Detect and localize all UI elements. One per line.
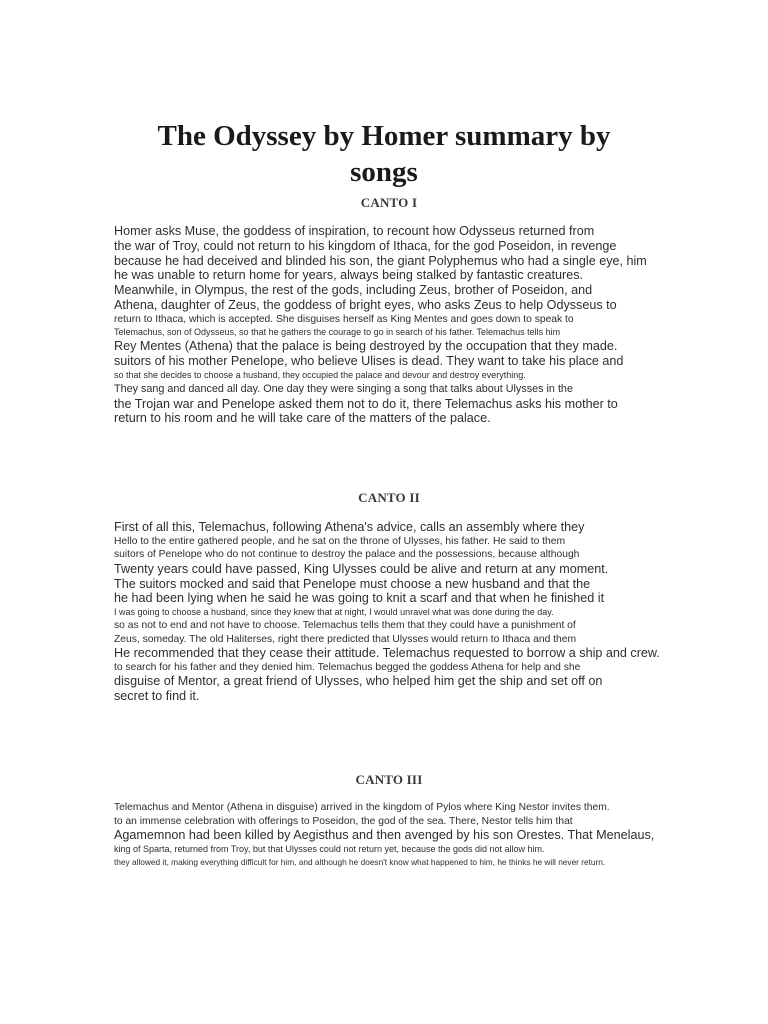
text-line: king of Sparta, returned from Troy, but that Ulysses could not return yet, because the gods did not allow him. bbox=[114, 843, 545, 854]
text-line: return to Ithaca, which is accepted. She disguises herself as King Mentes and goes down to speak to bbox=[114, 313, 574, 325]
text-line: suitors of Penelope who do not continue to destroy the palace and the possessions, because although bbox=[114, 549, 580, 561]
text-line: they allowed it, making everything difficult for him, and although he doesn't know what happened to him, he thinks he will never return. bbox=[114, 856, 606, 867]
text-line: Telemachus and Mentor (Athena in disguise) arrived in the kingdom of Pylos where King Nestor invites them. bbox=[114, 802, 610, 813]
text-line: the war of Troy, could not return to his kingdom of Ithaca, for the god Poseidon, in revenge bbox=[114, 238, 617, 253]
text-line: They sang and danced all day. One day they were singing a song that talks about Ulysses in the bbox=[114, 382, 573, 395]
text-line: Zeus, someday. The old Haliterses, right there predicted that Ulysses would return to Ithaca and them bbox=[114, 633, 577, 645]
section-heading-canto-3: CANTO III bbox=[355, 772, 423, 787]
text-line: he was unable to return home for years, always being stalked by fantastic creatures. bbox=[114, 268, 584, 283]
text-line: Athena, daughter of Zeus, the goddess of bright eyes, who asks Zeus to help Odysseus to bbox=[114, 297, 617, 312]
text-line: Hello to the entire gathered people, and he sat on the throne of Ulysses, his father. He said to them bbox=[114, 535, 566, 547]
text-line: return to his room and he will take care of the matters of the palace. bbox=[114, 411, 491, 426]
text-line: Telemachus, son of Odysseus, so that he gathers the courage to go in search of his father. Telemachus tells him bbox=[114, 327, 561, 338]
text-line: so that she decides to choose a husband, they occupied the palace and devour and destroy everything. bbox=[114, 369, 526, 380]
section-text-canto-2 bbox=[114, 520, 694, 704]
section-heading-canto-1: CANTO I bbox=[360, 195, 418, 210]
title-line: songs bbox=[350, 156, 418, 188]
text-line: The suitors mocked and said that Penelope must choose a new husband and that the bbox=[114, 576, 591, 591]
text-line: because he had deceived and blinded his son, the giant Polyphemus who had a single eye, him bbox=[114, 253, 647, 268]
text-line: to an immense celebration with offerings to Poseidon, the god of the sea. There, Nestor tells him that bbox=[114, 815, 573, 827]
text-line: the Trojan war and Penelope asked them not to do it, there Telemachus asks his mother to bbox=[114, 396, 618, 411]
text-line: I was going to choose a husband, since they knew that at night, I would unravel what was done during the day. bbox=[114, 607, 554, 618]
text-line: First of all this, Telemachus, following Athena's advice, calls an assembly where they bbox=[114, 520, 585, 534]
text-line: to search for his father and they denied him. Telemachus begged the goddess Athena for help and she bbox=[114, 661, 581, 673]
text-line: so as not to end and not have to choose. Telemachus tells them that they could have a punishment of bbox=[114, 620, 576, 632]
text-line: secret to find it. bbox=[114, 689, 200, 704]
text-line: disguise of Mentor, a great friend of Ulysses, who helped him get the ship and set off on bbox=[114, 674, 603, 689]
text-line: Homer asks Muse, the goddess of inspiration, to recount how Odysseus returned from bbox=[114, 224, 595, 238]
section-text-canto-3 bbox=[114, 801, 694, 868]
text-line: He recommended that they cease their attitude. Telemachus requested to borrow a ship and crew. bbox=[114, 646, 660, 661]
text-line: Twenty years could have passed, King Ulysses could be alive and return at any moment. bbox=[114, 561, 609, 576]
section-heading-canto-2: CANTO II bbox=[358, 490, 420, 505]
section-text-canto-1 bbox=[114, 224, 694, 426]
text-line: Agamemnon had been killed by Aegisthus and then avenged by his son Orestes. That Menelaus, bbox=[114, 828, 655, 842]
text-line: he had been lying when he said he was going to knit a scarf and that when he finished it bbox=[114, 591, 605, 606]
text-line: Rey Mentes (Athena) that the palace is being destroyed by the occupation that they made. bbox=[114, 339, 618, 354]
document-title bbox=[0, 118, 768, 190]
title-line: The Odyssey by Homer summary by bbox=[157, 120, 611, 152]
text-line: suitors of his mother Penelope, who believe Ulises is dead. They want to take his place and bbox=[114, 354, 624, 369]
text-line: Meanwhile, in Olympus, the rest of the gods, including Zeus, brother of Poseidon, and bbox=[114, 283, 593, 298]
